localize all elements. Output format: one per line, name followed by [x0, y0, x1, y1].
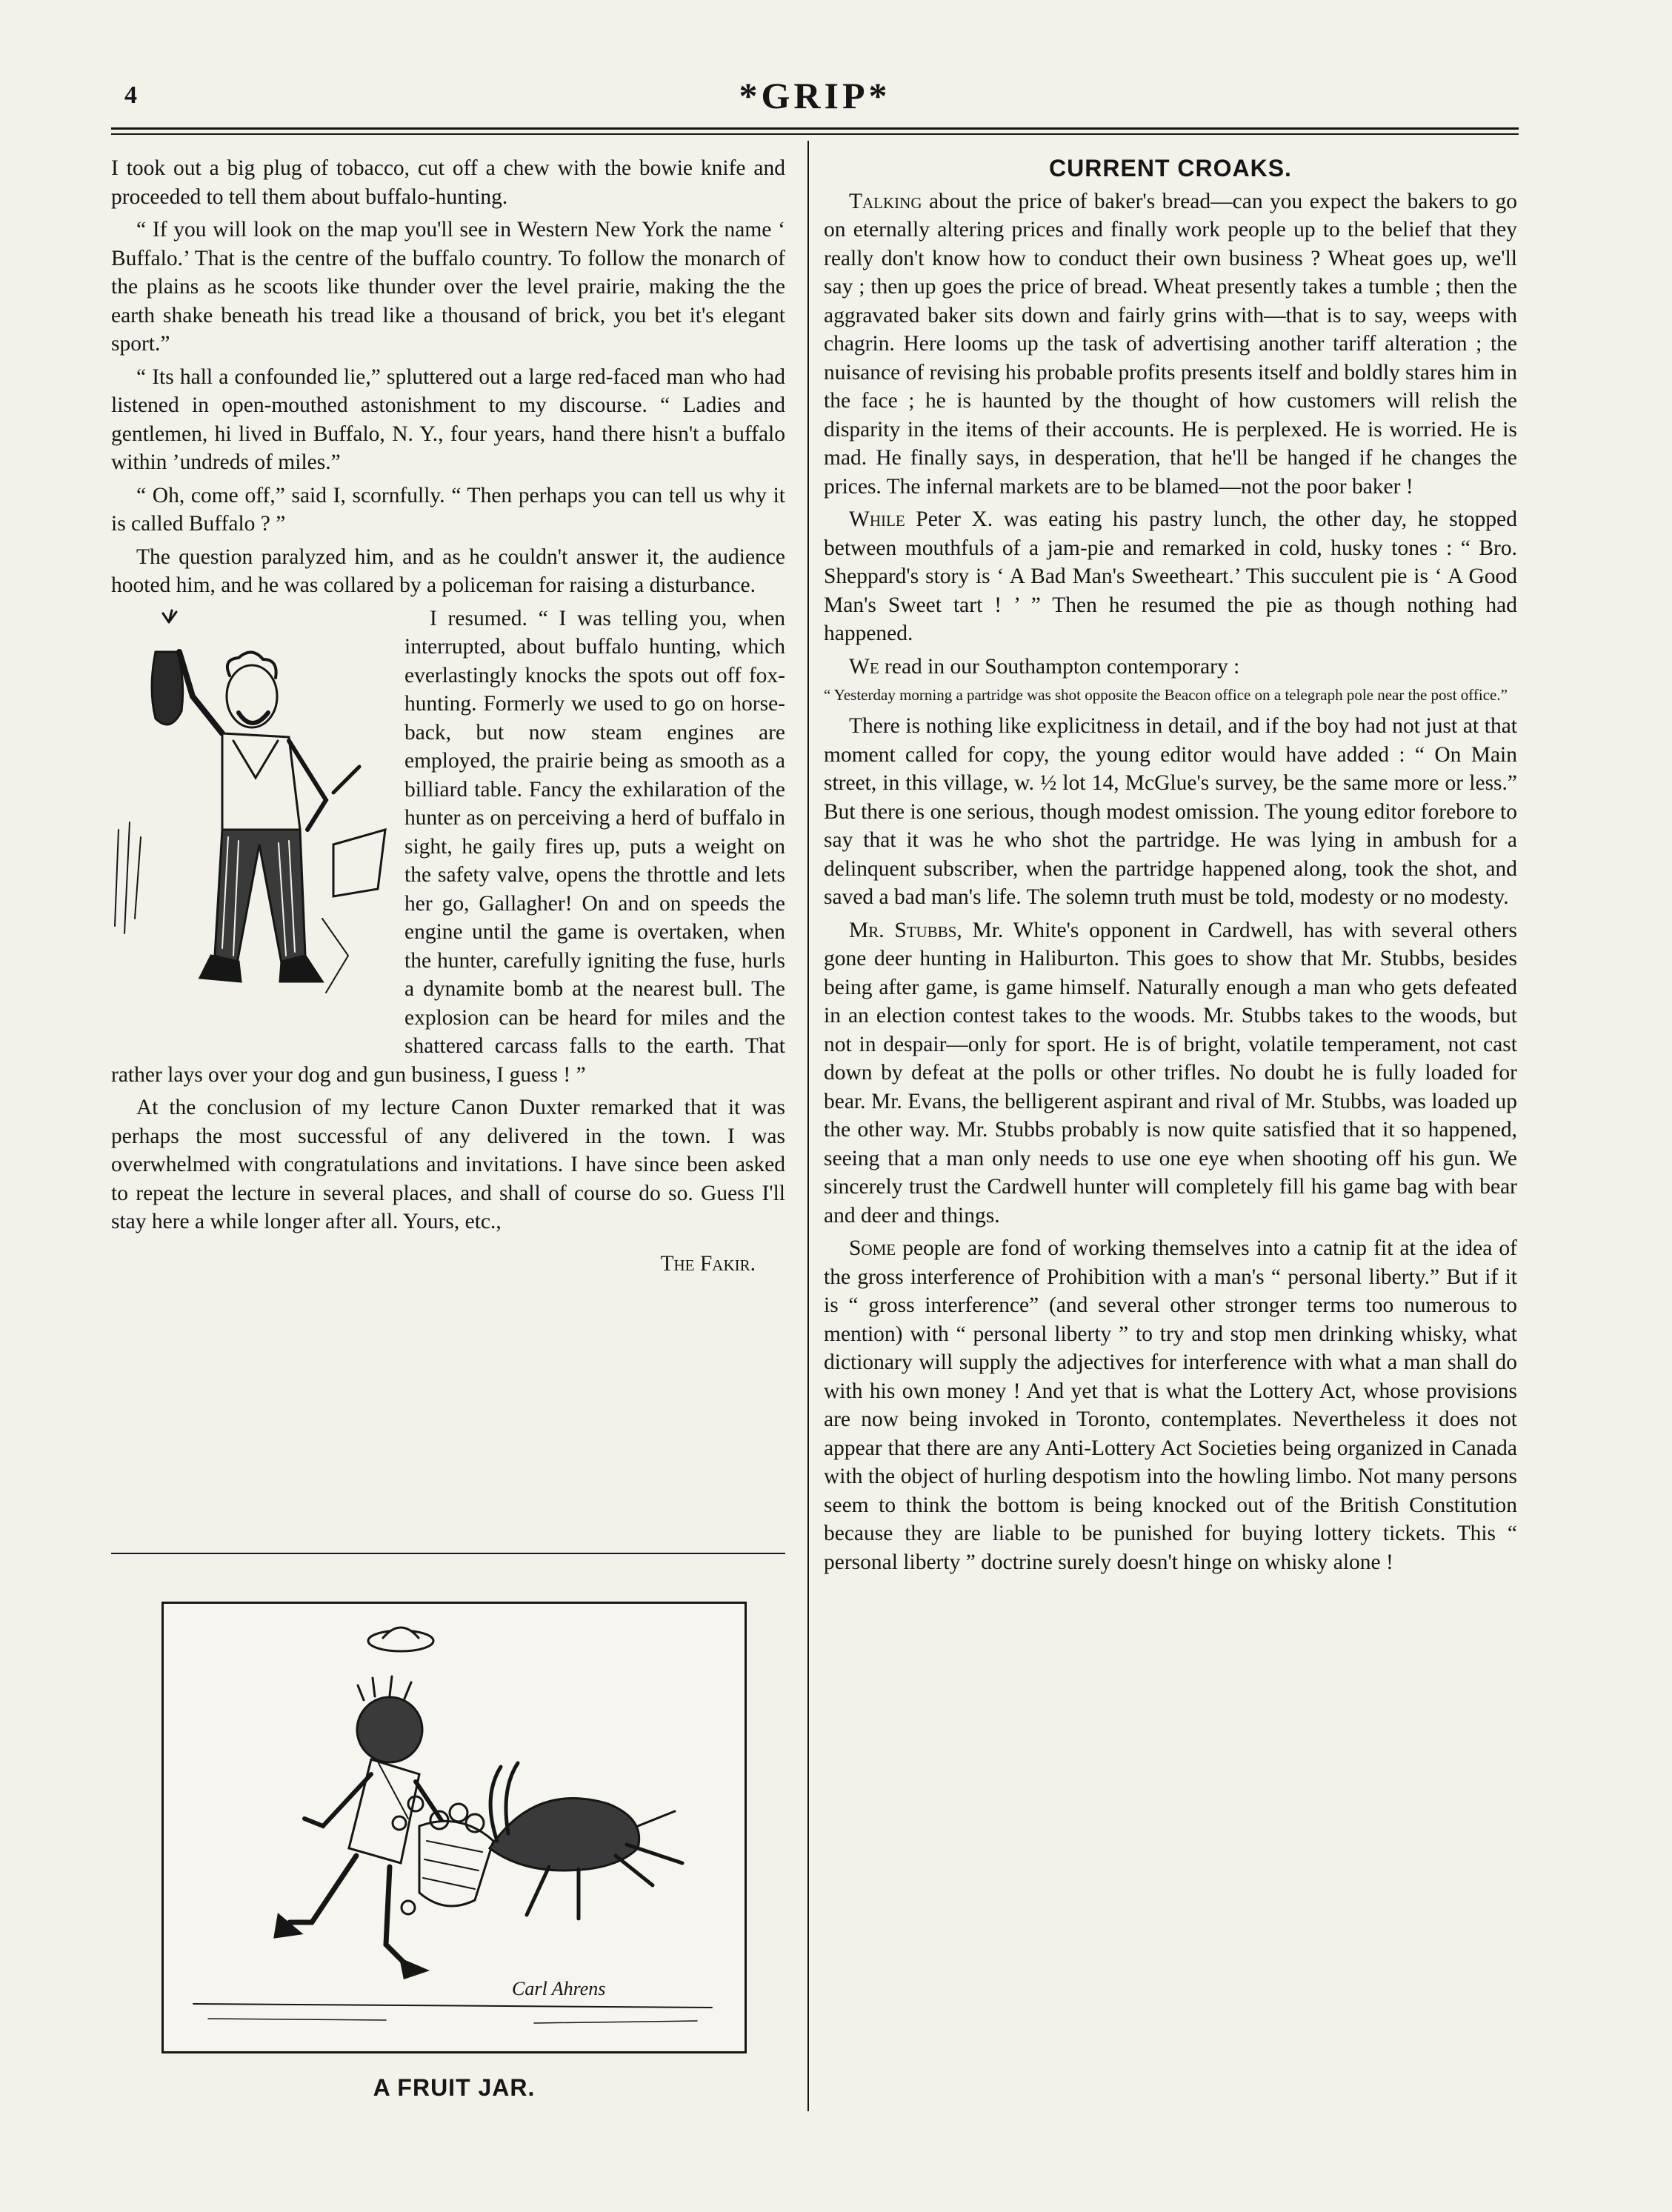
- signature: The Fakir.: [660, 1251, 756, 1276]
- paragraph-body: , Mr. White's opponent in Cardwell, has with several others gone deer hunting in Haliburton. This goes to show that Mr. Stubbs, besides being after game, is game himself. Naturally enough a man who gets defeated in an election contest takes to the woods. Mr. Stubbs takes to the woods, but not in despair—only for sport. He is of bright, volatile temperament, not cast down by defeat at the polls or other trifles. No doubt he is fully loaded for bear. Mr. Evans, the belligerent aspirant and rival of Mr. Stubbs, was loaded up the other way. Mr. Stubbs probably is now quite satisfied that it so happened, seeing that a man only needs to use one eye when shooting off his gun. We sincerely trust the Cardwell hunter will completely fill his game bag with bear and deer and things.: [824, 918, 1517, 1227]
- cartoon-frame: [161, 1602, 747, 2053]
- page-number: 4: [124, 81, 137, 109]
- paragraph: I took out a big plug of tobacco, cut off a chew with the bowie knife and proceeded to tell them about buffalo-hunting.: [111, 156, 785, 209]
- paragraph: “ Its hall a confounded lie,” spluttered out a large red-faced man who had listened in open-mouthed astonishment to my discourse. “ Ladies and gentlemen, hi lived in Buffalo, N. Y., four years, hand there hisn't a buffalo within ’undreds of miles.”: [111, 364, 785, 474]
- quoted-item: “ Yesterday morning a partridge was shot opposite the Beacon office on a telegraph pole near the post office.”: [824, 686, 1508, 704]
- header-rule-thin: [111, 133, 1519, 135]
- lead-word: Mr. Stubbs: [849, 918, 957, 942]
- paragraph-body: Peter X. was eating his pastry lunch, the other day, he stopped between mouthfuls of a jam-pie and remarked in cold, husky tones : “ Bro. Sheppard's story is ‘ A Bad Man's Sweetheart.’ This succulent pie is ‘ A Good Man's Sweet tart ! ’ ” Then he resumed the pie as though nothing had happened.: [824, 507, 1517, 645]
- paragraph: [824, 916, 1517, 1230]
- lead-word: We: [849, 654, 879, 679]
- paragraph-body: read in our Southampton contemporary :: [879, 654, 1240, 679]
- artist-signature: Carl Ahrens: [512, 1978, 606, 1999]
- cartoon-caption: A FRUIT JAR.: [373, 2074, 536, 2101]
- section-heading: CURRENT CROAKS.: [1049, 155, 1292, 181]
- paragraph: [824, 505, 1517, 648]
- paragraph: [824, 653, 1517, 682]
- section-rule: [111, 1553, 785, 1554]
- paragraph: [824, 1234, 1517, 1576]
- masthead-title: *GRIP*: [739, 75, 891, 116]
- paragraph: “ Oh, come off,” said I, scornfully. “ Then perhaps you can tell us why it is called Buffalo ? ”: [111, 483, 785, 536]
- paragraph: I resumed. “ I was telling you, when interrupted, about buffalo hunting, which everlastingly knocks the spots out off fox-hunting. Formerly we used to go on horse-back, but now steam engines are employed, the prairie being as smooth as a billiard table. Fancy the exhilaration of the hunter as on perceiving a herd of buffalo in sight, he gaily fires up, puts a weight on the safety valve, opens the throttle and lets her go, Gallagher! On and on speeds the engine until the game is overtaken, when the hunter, carefully igniting the fuse, hurls a dynamite bomb at the nearest bull. The explosion can be heard for miles and the shattered carcass falls to the earth. That rather lays over your dog and gun business, I guess ! ”: [111, 606, 785, 1087]
- paragraph: There is nothing like explicitness in detail, and if the boy had not just at that moment called for copy, the young editor would have added : “ On Main street, in this village, w. ½ lot 14, McGlue's survey, be the same more or less.” But there is one serious, though modest omission. The young editor forebore to say that it was he who shot the partridge. He was lying in ambush for a delinquent subscriber, when the partridge happened along, took the shot, and saved a bad man's life. The solemn truth must be told, modesty or no modesty.: [824, 714, 1517, 909]
- paragraph: “ If you will look on the map you'll see in Western New York the name ‘ Buffalo.’ That is the centre of the buffalo country. To follow the monarch of the plains as he scoots like thunder over the level prairie, making the the earth shake beneath his tread like a thousand of brick, you bet it's elegant sport.”: [111, 218, 785, 356]
- lead-word: Talking: [849, 189, 922, 213]
- lead-word: Some: [849, 1236, 896, 1260]
- paragraph-body: about the price of baker's bread—can you expect the bakers to go on eternally altering prices and finally work people up to the belief that they really don't know how to conduct their own business ? Wheat goes up, we'll say ; then up goes the price of bread. Wheat presently takes a tumble ; then the aggravated baker sits down and fairly grins with—that is to say, weeps with chagrin. Here looms up the task of advertising another tariff alteration ; the nuisance of revising his probable profits presents itself and boldly stares him in the face ; he is haunted by the thought of how customers will relish the disparity in the items of their accounts. He is perplexed. He is worried. He is mad. He finally says, in desperation, that he'll be hanged if he changes the prices. The infernal markets are to be blamed—not the poor baker !: [824, 189, 1517, 499]
- paragraph-body: people are fond of working themselves into a catnip fit at the idea of the gross interference of Prohibition with a man's “ personal liberty.” But if it is “ gross interference” (and several other stronger terms too numerous to mention) with “ personal liberty ” to try and stop men drinking whisky, what dictionary will supply the adjectives for interference with what a man shall do with his own money ! And yet that is what the Lottery Act, whose provisions are now being invoked in Toronto, contemplates. Nevertheless it does not appear that there are any Anti-Lottery Act Societies being organized in Canada with the object of hurling despotism into the howling limbo. Not many persons seem to think the bottom is being knocked out of the British Constitution because they are liable to be punished for buying lottery tickets. This “ personal liberty ” doctrine surely doesn't hinge on whisky alone !: [824, 1236, 1517, 1574]
- right-column: [824, 154, 1517, 1581]
- left-column: [111, 154, 785, 1278]
- header-rule: [111, 127, 1519, 130]
- column-divider: [807, 141, 809, 2111]
- paragraph: At the conclusion of my lecture Canon Duxter remarked that it was perhaps the most successful of any delivered in the town. I was overwhelmed with congratulations and invitations. I have since been asked to repeat the lecture in several places, and shall of course do so. Guess I'll stay here a while longer after all. Yours, etc.,: [111, 1096, 785, 1233]
- hunter-illustration: [111, 607, 393, 1045]
- paragraph: The question paralyzed him, and as he couldn't answer it, the audience hooted him, and he was collared by a policeman for raising a disturbance.: [111, 544, 785, 597]
- paragraph: [824, 187, 1517, 502]
- lead-word: While: [849, 507, 905, 531]
